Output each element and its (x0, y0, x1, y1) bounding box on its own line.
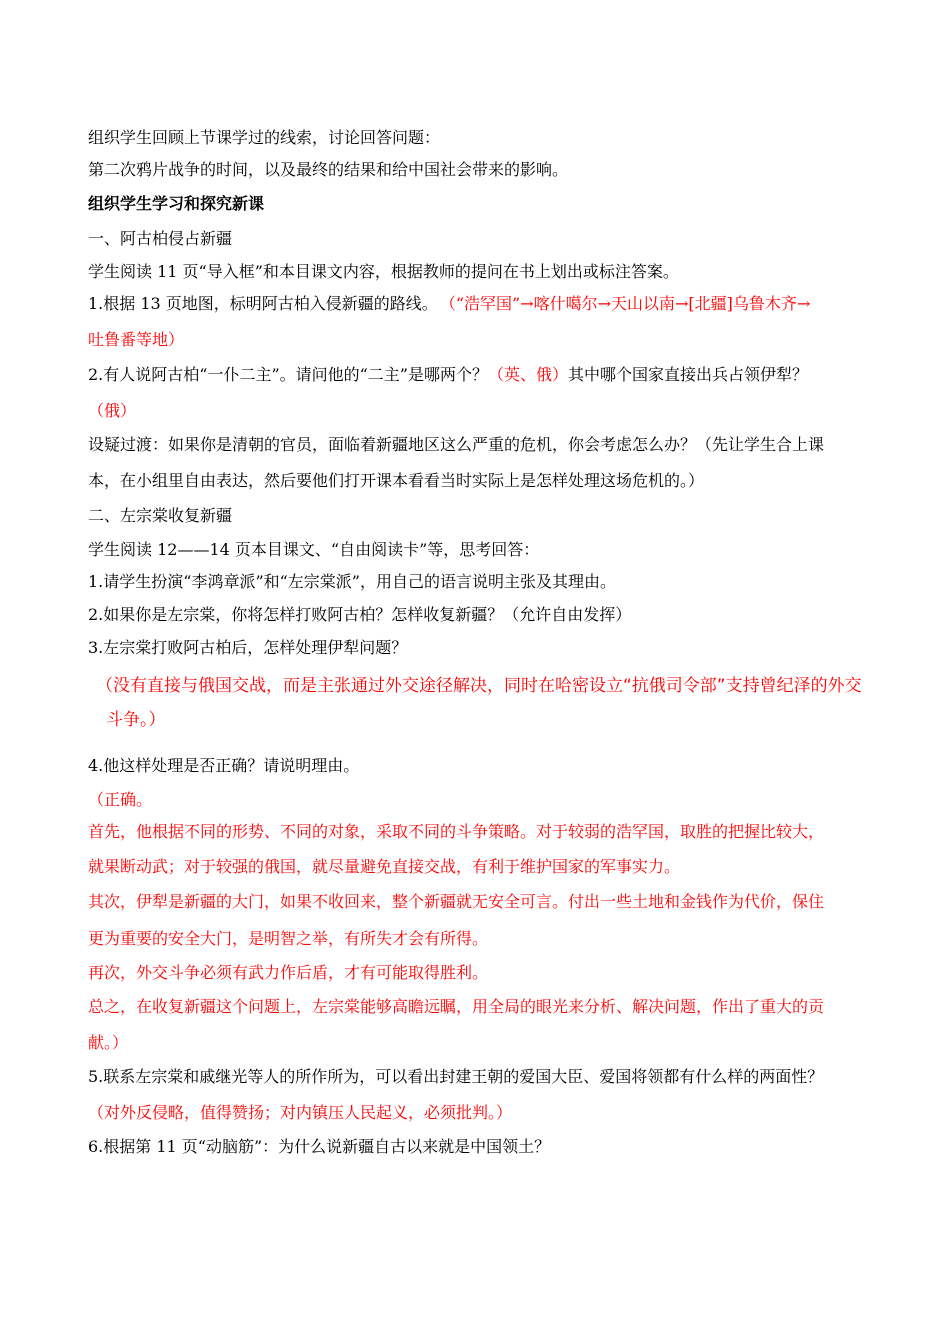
answer-z4-first-2: 就果断动武；对于较强的俄国，就尽量避免直接交战，有利于维护国家的军事实力。 (88, 857, 681, 876)
answer-1-part1: （“浩罕国”→喀什噶尔→天山以南→[北疆]乌鲁木齐→ (447, 294, 811, 313)
answer-2a: （英、俄） (488, 365, 569, 384)
question-1 (88, 294, 810, 314)
reading-instruction-2: 学生阅读 12——14 页本目课文、“自由阅读卡”等，思考回答： (88, 540, 540, 559)
question-z5: 5.联系左宗棠和戚继光等人的所作所为，可以看出封建王朝的爱国大臣、爱国将领都有什么样的两面性？ (88, 1067, 824, 1086)
question-2 (88, 365, 808, 385)
question-2-text: 2.有人说阿古柏“一仆二主”。请问他的“二主”是哪两个？ (88, 365, 488, 384)
subheading-zuo-recovers: 二、左宗棠收复新疆 (88, 506, 233, 525)
answer-z3-part2: 斗争。） (106, 710, 166, 730)
answer-z4-conclusion-2: 献。） (88, 1033, 129, 1052)
review-instruction: 组织学生回顾上节课学过的线索，讨论回答问题： (88, 128, 441, 147)
transition-text-2: 本，在小组里自由表达，然后要他们打开课本看看当时实际上是怎样处理这场危机的。） (88, 471, 705, 490)
review-question: 第二次鸦片战争的时间，以及最终的结果和给中国社会带来的影响。 (88, 160, 569, 179)
subheading-aguba-invasion: 一、阿古柏侵占新疆 (88, 229, 233, 248)
question-z3: 3.左宗棠打败阿古柏后，怎样处理伊犁问题？ (88, 638, 408, 657)
answer-1-part2: 吐鲁番等地） (88, 330, 185, 349)
answer-2b: （俄） (88, 401, 137, 420)
answer-z4-third: 再次，外交斗争必须有武力作后盾，才有可能取得胜利。 (88, 963, 489, 982)
question-z2: 2.如果你是左宗棠，你将怎样打败阿古柏？怎样收复新疆？（允许自由发挥） (88, 605, 632, 624)
question-z4: 4.他这样处理是否正确？请说明理由。 (88, 756, 360, 775)
answer-z5: （对外反侵略，值得赞扬；对内镇压人民起义，必须批判。） (88, 1103, 513, 1122)
answer-z4-conclusion-1: 总之，在收复新疆这个问题上，左宗棠能够高瞻远瞩，用全局的眼光来分析、解决问题，作出了重大的贡 (88, 997, 825, 1016)
answer-z3-part1: （没有直接与俄国交战，而是主张通过外交途径解决，同时在哈密设立“抗俄司令部”支持曾纪泽的外交 (96, 676, 862, 696)
section-heading-new-lesson: 组织学生学习和探究新课 (88, 194, 265, 213)
answer-z4-first-1: 首先，他根据不同的形势、不同的对象，采取不同的斗争策略。对于较弱的浩罕国，取胜的把握比较大， (88, 822, 825, 841)
answer-z4-intro: （正确。 (88, 790, 153, 809)
answer-z4-second-2: 更为重要的安全大门，是明智之举，有所失才会有所得。 (88, 929, 489, 948)
question-1-text: 1.根据 13 页地图，标明阿古柏入侵新疆的路线。 (88, 294, 438, 313)
question-z1: 1.请学生扮演“李鸿章派”和“左宗棠派”，用自己的语言说明主张及其理由。 (88, 572, 616, 591)
answer-z4-second-1: 其次，伊犁是新疆的大门，如果不收回来，整个新疆就无安全可言。付出一些土地和金钱作为代价，保住 (88, 892, 825, 911)
question-2-followup: 其中哪个国家直接出兵占领伊犁？ (568, 365, 809, 384)
reading-instruction-1: 学生阅读 11 页“导入框”和本目课文内容，根据教师的提问在书上划出或标注答案。 (88, 262, 679, 281)
transition-text-1: 设疑过渡：如果你是清朝的官员，面临着新疆地区这么严重的危机，你会考虑怎么办？（先让学生合上课 (88, 435, 825, 454)
question-z6: 6.根据第 11 页“动脑筋”：为什么说新疆自古以来就是中国领土？ (88, 1137, 551, 1156)
